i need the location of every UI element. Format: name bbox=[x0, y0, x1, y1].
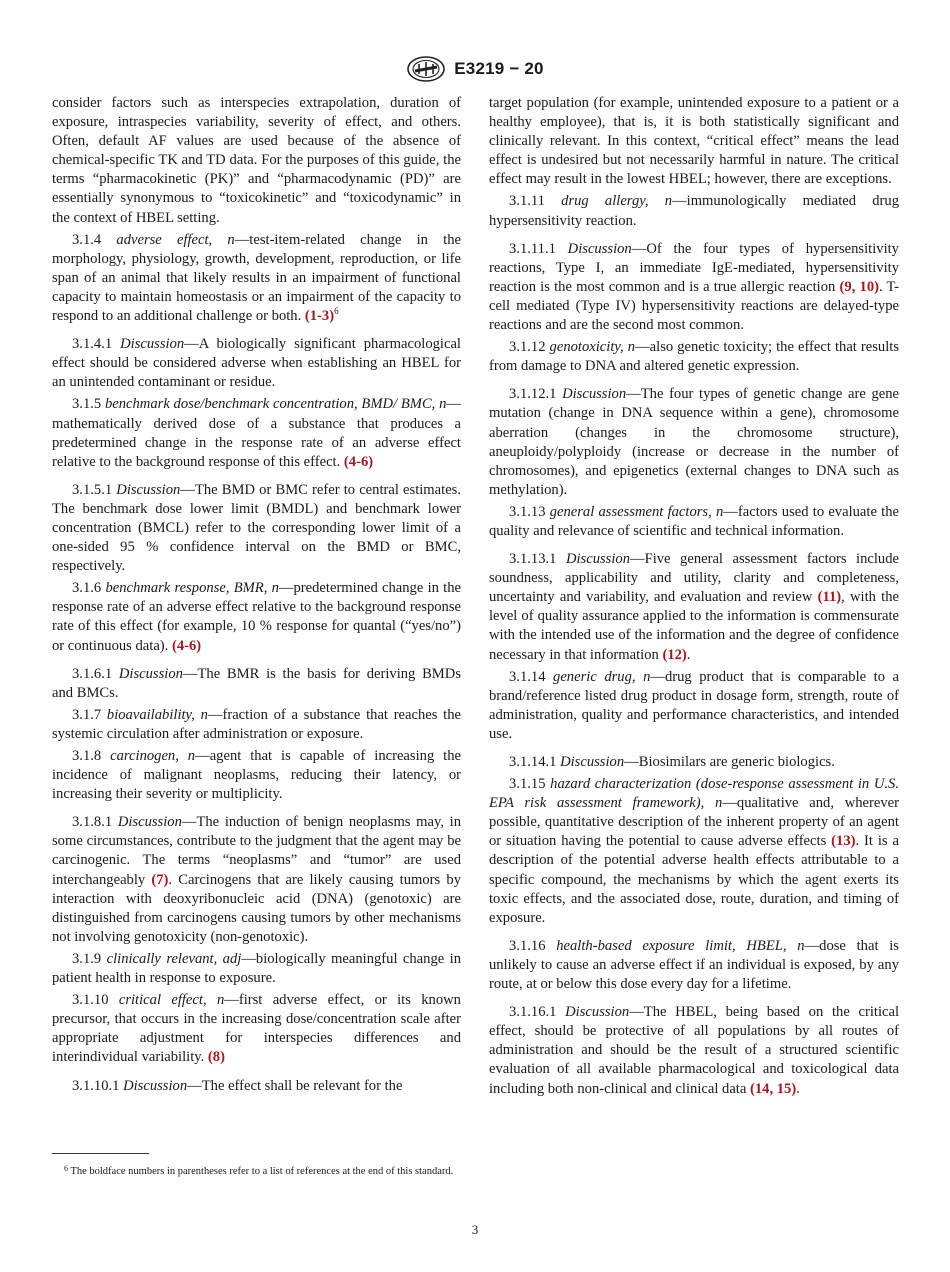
text: . bbox=[796, 1080, 800, 1097]
paragraph bbox=[52, 579, 461, 655]
term: Discussion bbox=[118, 665, 183, 682]
text: 3.1.12.1 bbox=[509, 386, 563, 403]
astm-logo-icon bbox=[406, 56, 446, 82]
reference-link[interactable]: (11) bbox=[817, 589, 842, 606]
text: —mathematically derived dose of a substance that produces a predetermined change in the response rate of an adverse effect relative to the background response of this effect. bbox=[52, 396, 461, 470]
paragraph bbox=[489, 753, 899, 772]
paragraph bbox=[489, 94, 899, 189]
text: —qualitative and, wherever possible, quantitative description of the inherent property of an agent or situation having the potential to cause adverse effects bbox=[489, 795, 899, 850]
paragraph bbox=[52, 481, 461, 576]
footnote-text: The boldface numbers in parentheses refer to a list of references at the end of this standard. bbox=[70, 1166, 454, 1177]
text: 3.1.16 bbox=[509, 937, 557, 954]
text: —The BMD or BMC refer to central estimates. The benchmark dose lower limit (BMDL) and benchmark lower concentration (BMCL) refer to the corresponding lower limit of a one-sided 95 % confidence interval on the BMD or BMC, respectively. bbox=[52, 481, 461, 575]
paragraph bbox=[52, 950, 461, 988]
text: 3.1.5.1 bbox=[72, 481, 117, 498]
term: clinically relevant, adj bbox=[106, 950, 242, 967]
paragraph bbox=[52, 665, 461, 703]
term: Discussion bbox=[120, 336, 185, 353]
footnote-index: 6 bbox=[64, 1164, 68, 1173]
footnote bbox=[52, 1161, 461, 1179]
text: 3.1.13 bbox=[509, 503, 550, 520]
term: genotoxicity, n bbox=[549, 339, 636, 356]
paragraph bbox=[489, 937, 899, 994]
term: hazard characterization (dose-response assessment in U.S. EPA risk assessment framework), n bbox=[489, 776, 899, 812]
text: —agent that is capable of increasing the incidence of malignant neoplasms, reducing their latency, or increasing their severity or multiplicity. bbox=[52, 748, 461, 803]
paragraph bbox=[52, 335, 461, 392]
text: target population (for example, unintended exposure to a patient or a healthy employee), that is, it is both statistically significant and clinically relevant. In this context, “critical effect” means the lead effect is undesired but not necessarily harmful in nature. The critical effect may result in the lowest HBEL; however, there are exceptions. bbox=[489, 95, 899, 188]
page-header bbox=[0, 56, 950, 86]
text: —A biologically significant pharmacological effect should be considered adverse when establishing an HBEL for an unintended contaminant or residue. bbox=[52, 336, 461, 391]
term: carcinogen, n bbox=[110, 748, 196, 764]
paragraph bbox=[489, 668, 899, 744]
text: 3.1.14.1 bbox=[509, 754, 561, 770]
term: critical effect, n bbox=[118, 992, 225, 1009]
term: benchmark dose/benchmark concentration, BMD/ BMC, n bbox=[104, 396, 447, 413]
paragraph bbox=[52, 991, 461, 1067]
text: —dose that is unlikely to cause an adverse effect if an individual is exposed, by any route, at or below this dose every day for a lifetime. bbox=[489, 937, 899, 993]
right-column bbox=[489, 94, 899, 1102]
term: health-based exposure limit, HBEL, n bbox=[556, 937, 805, 954]
text: —factors used to evaluate the quality and relevance of scientific and technical information. bbox=[489, 503, 899, 539]
reference-link[interactable]: (8) bbox=[207, 1049, 225, 1066]
footnote-divider bbox=[52, 1153, 149, 1154]
term: benchmark response, BMR, n bbox=[105, 580, 279, 597]
text: 3.1.8 bbox=[72, 748, 111, 764]
paragraph bbox=[52, 231, 461, 326]
text: 3.1.9 bbox=[72, 950, 107, 967]
paragraph bbox=[489, 550, 899, 665]
term: Discussion bbox=[123, 1077, 188, 1094]
paragraph bbox=[489, 1003, 899, 1098]
text: 3.1.16.1 bbox=[509, 1004, 566, 1021]
text: —The four types of genetic change are gene mutation (change in DNA sequence within a gene), chromosome aberration (changes in the chromosome structure), aneuploidy/polyploidy (increase or decrease in the number of chromosomes), and epigenetics (external changes to DNA such as methylation). bbox=[489, 386, 900, 498]
reference-link[interactable]: (13) bbox=[831, 833, 856, 850]
text: —predetermined change in the response rate of an adverse effect relative to the background response rate of this effect (for example, 10 % response for quantal (“yes/no”) or continuous data). bbox=[52, 580, 461, 654]
text: 3.1.4 bbox=[72, 231, 117, 248]
text: consider factors such as interspecies extrapolation, duration of exposure, intraspecies variability, severity of effect, and others. Often, default AF values are used because of the absence of chemical-specific TK and TD data. For the purposes of this guide, the terms “pharmacokinetic (PK)” and “pharmacodynamic (PD)” are essentially synonymous to “toxicokinetic” and “toxicodynamic” in the context of HBEL setting. bbox=[52, 95, 461, 226]
text: —Biosimilars are generic biologics. bbox=[624, 754, 835, 770]
paragraph bbox=[52, 395, 461, 471]
text: —also genetic toxicity; the effect that results from damage to DNA and altered genetic expression. bbox=[489, 339, 900, 375]
text: . Carcinogens that are likely causing tumors by interaction with deoxyribonucleic acid (DNA) (genotoxic) are distinguished from carcinogens causing tumors by other mechanisms not involving genotoxicity (non-genotoxic). bbox=[52, 871, 462, 945]
paragraph bbox=[52, 813, 461, 947]
term: general assessment factors, n bbox=[549, 503, 724, 520]
term: generic drug, n bbox=[553, 668, 651, 685]
reference-link[interactable]: (4-6) bbox=[171, 637, 202, 654]
term: Discussion bbox=[562, 386, 627, 403]
text: —The HBEL, being based on the critical effect, should be protective of all populations by all routes of administration and should be the result of a structured scientific evaluation of all available pharmacological and toxicological data including both non-clinical and clinical data bbox=[489, 1004, 900, 1097]
reference-link[interactable]: (4-6) bbox=[343, 453, 374, 470]
text: 3.1.12 bbox=[509, 339, 550, 356]
term: bioavailability, n bbox=[106, 706, 208, 723]
text: 3.1.7 bbox=[72, 706, 107, 723]
paragraph bbox=[489, 192, 899, 230]
text: —The BMR is the basis for deriving BMDs and BMCs. bbox=[52, 665, 461, 701]
text: —biologically meaningful change in patient health in response to exposure. bbox=[52, 950, 461, 987]
term: adverse effect, n bbox=[116, 231, 235, 248]
text: 3.1.6.1 bbox=[72, 665, 119, 682]
reference-link[interactable]: (7) bbox=[151, 871, 169, 888]
text: —The induction of benign neoplasms may, in some circumstances, contribute to the judgment that the agent may be carcinogenic. The terms “neoplasms” and “tumor” are used interchangeably bbox=[52, 814, 461, 888]
paragraph bbox=[52, 706, 461, 744]
text: 3.1.11.1 bbox=[509, 240, 568, 257]
text: 3.1.14 bbox=[509, 668, 554, 685]
text: 3.1.11 bbox=[509, 193, 562, 210]
text: 3.1.5 bbox=[72, 396, 105, 413]
paragraph bbox=[489, 240, 899, 335]
text: —test-item-related change in the morphology, physiology, growth, development, reproduction, or life span of an animal that likely results in an impairment of functional capacity to maintain homeostasis or an impairment of the capacity to respond to an additional challenge or both. bbox=[52, 231, 461, 325]
text: —drug product that is comparable to a brand/reference listed drug product in dosage form, strength, route of administration, quality and performance characteristics, and intended use. bbox=[489, 668, 900, 742]
text: 3.1.4.1 bbox=[72, 336, 121, 353]
left-column bbox=[52, 94, 461, 1099]
text: 3.1.10 bbox=[72, 992, 119, 1009]
reference-link[interactable]: (14, 15) bbox=[750, 1080, 797, 1097]
text: , with the level of quality assurance applied to the information is commensurate with the intended use of the information and the degree of confidence necessary in that information bbox=[489, 589, 899, 663]
text: —immunologically mediated drug hypersensitivity reaction. bbox=[489, 193, 900, 229]
text: 3.1.10.1 bbox=[72, 1077, 124, 1094]
text: 3.1.6 bbox=[72, 580, 106, 597]
text: . T-cell mediated (Type IV) hypersensitivity reactions are delayed-type reactions and are the second most common. bbox=[489, 278, 899, 334]
term: Discussion bbox=[567, 240, 632, 257]
text: —first adverse effect, or its known precursor, that occurs in the increasing dose/concentration scale after appropriate adjustment for interspecies differences and interindividual variability. bbox=[52, 992, 461, 1066]
text: 3.1.13.1 bbox=[509, 551, 566, 568]
text: 3.1.15 bbox=[509, 776, 551, 793]
text: —The effect shall be relevant for the bbox=[187, 1077, 403, 1094]
text: —Five general assessment factors include soundness, applicability and utility, clarity and completeness, uncertainty and variability, and evaluation and review bbox=[489, 551, 899, 606]
term: Discussion bbox=[565, 1004, 630, 1021]
paragraph bbox=[489, 385, 899, 500]
paragraph bbox=[489, 775, 899, 928]
paragraph bbox=[489, 338, 899, 376]
text: —Of the four types of hypersensitivity reactions, Type I, an immediate IgE-mediated, hypersensitivity reaction is the most common and is a true allergic reaction bbox=[489, 240, 899, 295]
term: Discussion bbox=[116, 481, 181, 498]
text: . bbox=[686, 646, 691, 663]
reference-link[interactable]: (9, 10) bbox=[839, 278, 879, 295]
paragraph bbox=[489, 503, 899, 541]
page-number: 3 bbox=[471, 1222, 479, 1237]
text: . It is a description of the potential adverse health effects attributable to a specific compound, the mechanisms by which the agent exerts its toxic effects, and the associated dose, route, duration, and timing of exposure. bbox=[489, 833, 899, 926]
term: Discussion bbox=[565, 551, 630, 568]
designation: E3219 − 20 bbox=[454, 59, 544, 78]
paragraph bbox=[52, 94, 461, 228]
paragraph bbox=[52, 747, 461, 804]
reference-link[interactable]: (12) bbox=[662, 646, 687, 663]
term: Discussion bbox=[560, 754, 625, 770]
footnote-marker: 6 bbox=[334, 306, 339, 317]
text: —fraction of a substance that reaches the systemic circulation after administration or exposure. bbox=[52, 706, 461, 742]
text: 3.1.8.1 bbox=[72, 814, 118, 831]
term: Discussion bbox=[117, 814, 182, 831]
reference-link[interactable]: (1-3) bbox=[304, 308, 335, 325]
paragraph bbox=[52, 1077, 461, 1096]
term: drug allergy, n bbox=[561, 193, 673, 210]
